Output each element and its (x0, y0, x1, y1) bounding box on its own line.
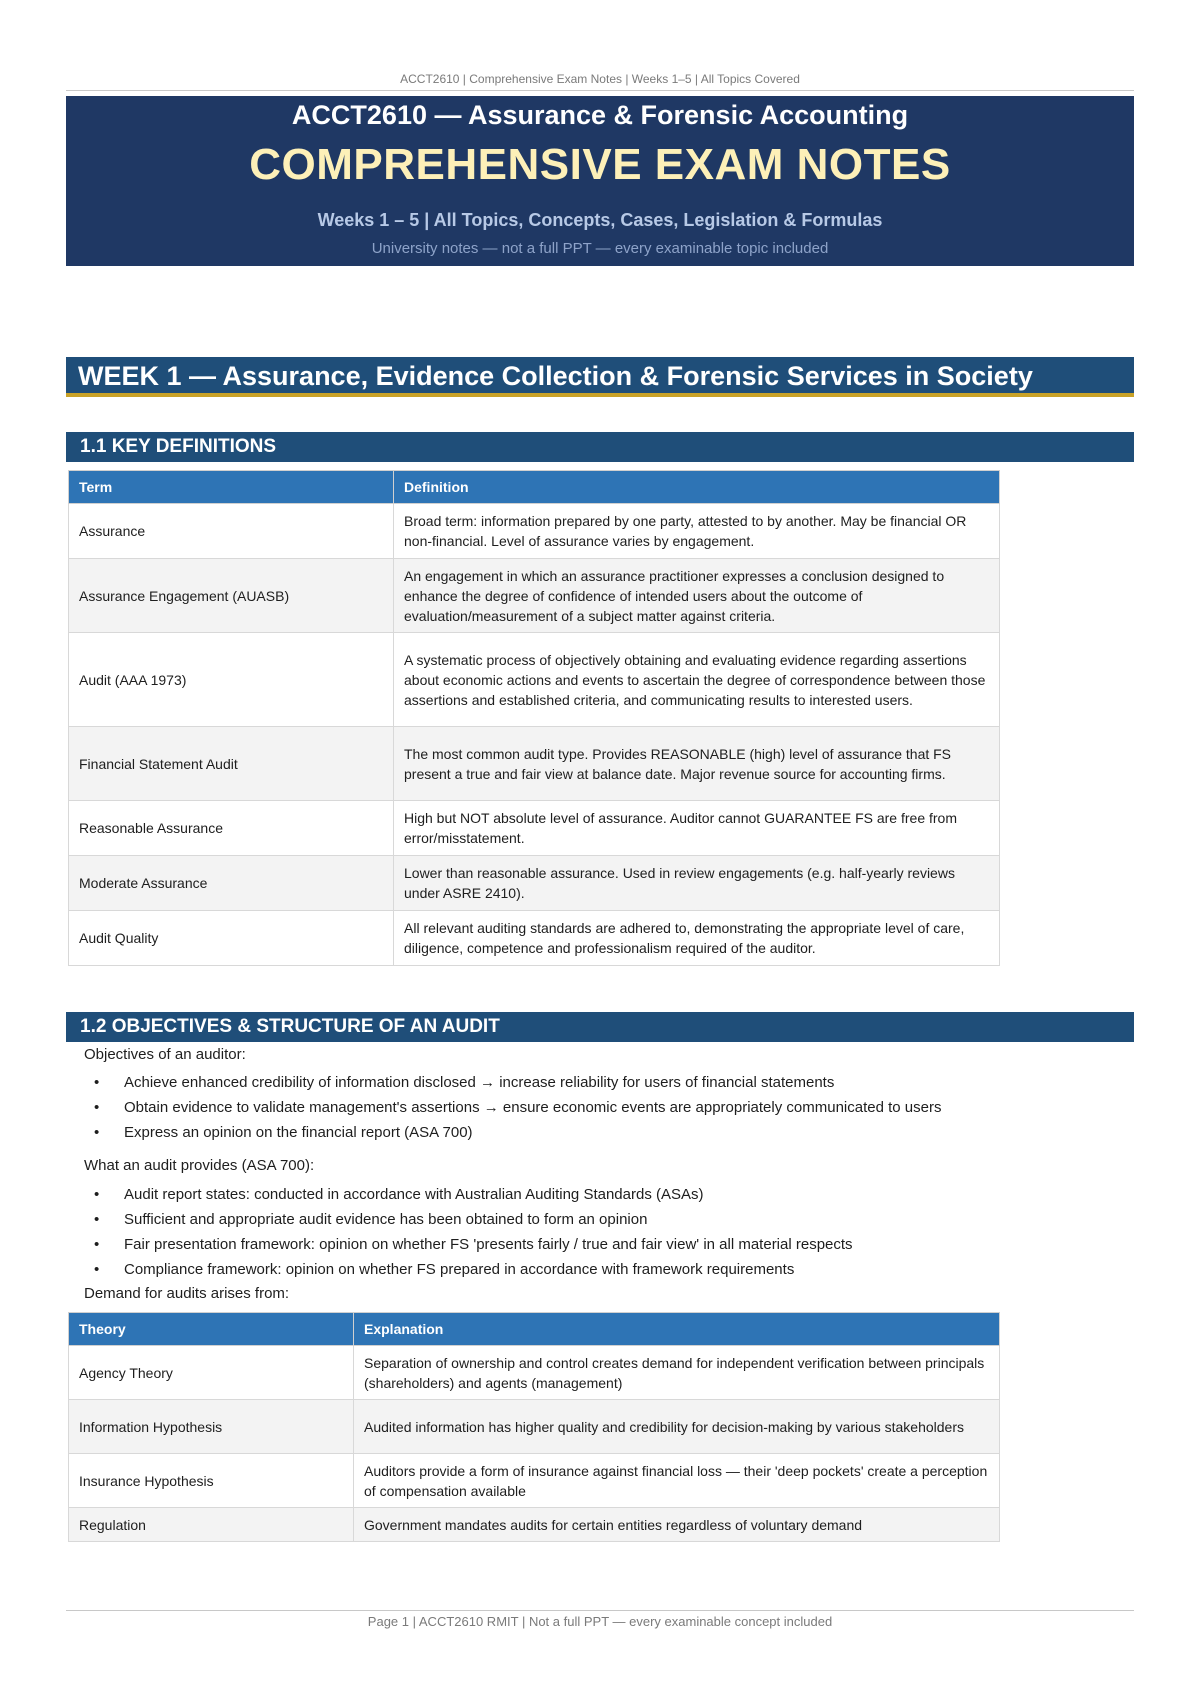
table-row (69, 559, 1000, 633)
audit-demand-table (68, 1312, 1000, 1542)
bullet-icon: • (94, 1236, 100, 1253)
definitions-table (68, 470, 1000, 966)
definition-cell: Broad term: information prepared by one party, attested to by another. May be financial OR non-financial. Level of assurance varies by engagement. (394, 504, 1000, 559)
provides-list (84, 1182, 853, 1282)
table-row (69, 1346, 1000, 1400)
table-row (69, 633, 1000, 727)
column-header: Theory (69, 1313, 354, 1346)
term-cell: Audit Quality (69, 911, 394, 966)
table-row (69, 1508, 1000, 1542)
term-cell: Audit (AAA 1973) (69, 633, 394, 727)
explanation-cell: Separation of ownership and control creates demand for independent verification between principals (shareholders) and agents (management) (354, 1346, 1000, 1400)
list-item (84, 1257, 853, 1282)
table-row (69, 801, 1000, 856)
table-header-row (69, 471, 1000, 504)
definition-cell: The most common audit type. Provides REASONABLE (high) level of assurance that FS present a true and fair view at balance date. Major revenue source for accounting firms. (394, 727, 1000, 801)
demand-intro: Demand for audits arises from: (84, 1285, 290, 1302)
running-footer: Page 1 | ACCT2610 RMIT | Not a full PPT — every examinable concept included (367, 1614, 833, 1629)
table-row (69, 504, 1000, 559)
objectives-list (84, 1070, 941, 1145)
list-item (84, 1182, 853, 1207)
document-subtitle: Weeks 1 – 5 | All Topics, Concepts, Cases, Legislation & Formulas (317, 210, 883, 230)
bullet-icon: • (94, 1074, 100, 1091)
section-heading-key-definitions: 1.1 KEY DEFINITIONS (66, 432, 1134, 462)
table-row (69, 911, 1000, 966)
running-header: ACCT2610 | Comprehensive Exam Notes | Weeks 1–5 | All Topics Covered (400, 72, 800, 86)
list-item-text: Express an opinion on the financial report (ASA 700) (124, 1124, 473, 1141)
list-item-text: Sufficient and appropriate audit evidence has been obtained to form an opinion (124, 1211, 648, 1228)
bullet-icon: • (94, 1099, 100, 1116)
document-note: University notes — not a full PPT — every examinable topic included (371, 240, 829, 257)
term-cell: Assurance (69, 504, 394, 559)
list-item-text: Compliance framework: opinion on whether FS prepared in accordance with framework requirements (124, 1261, 795, 1278)
list-item-text: Achieve enhanced credibility of information disclosed → increase reliability for users of financial statements (124, 1074, 835, 1091)
list-item-text: Obtain evidence to validate management's assertions → ensure economic events are appropriately communicated to users (124, 1099, 942, 1116)
explanation-cell: Audited information has higher quality and credibility for decision-making by various stakeholders (354, 1400, 1000, 1454)
column-header: Term (69, 471, 394, 504)
bullet-icon: • (94, 1261, 100, 1278)
footer-divider (66, 1610, 1134, 1611)
theory-cell: Regulation (69, 1508, 354, 1542)
term-cell: Financial Statement Audit (69, 727, 394, 801)
definition-cell: All relevant auditing standards are adhered to, demonstrating the appropriate level of care, diligence, competence and professionalism required of the auditor. (394, 911, 1000, 966)
list-item-text: Fair presentation framework: opinion on whether FS 'presents fairly / true and fair view' in all material respects (124, 1236, 853, 1253)
table-header-row (69, 1313, 1000, 1346)
list-item (84, 1207, 853, 1232)
section-heading-audit-objectives: 1.2 OBJECTIVES & STRUCTURE OF AN AUDIT (66, 1012, 1134, 1042)
list-item (84, 1070, 941, 1095)
definition-cell: An engagement in which an assurance practitioner expresses a conclusion designed to enhance the degree of confidence of intended users about the outcome of evaluation/measurement of a subject matter against criteria. (394, 559, 1000, 633)
bullet-icon: • (94, 1186, 100, 1203)
title-banner (66, 96, 1134, 266)
column-header: Definition (394, 471, 1000, 504)
term-cell: Assurance Engagement (AUASB) (69, 559, 394, 633)
table-row (69, 727, 1000, 801)
table-row (69, 1400, 1000, 1454)
objectives-intro: Objectives of an auditor: (84, 1046, 246, 1063)
term-cell: Reasonable Assurance (69, 801, 394, 856)
list-item (84, 1232, 853, 1257)
table-row (69, 856, 1000, 911)
theory-cell: Insurance Hypothesis (69, 1454, 354, 1508)
provides-intro: What an audit provides (ASA 700): (84, 1157, 315, 1174)
list-item-text: Audit report states: conducted in accordance with Australian Auditing Standards (ASAs) (124, 1186, 704, 1203)
theory-cell: Agency Theory (69, 1346, 354, 1400)
bullet-icon: • (94, 1124, 100, 1141)
definition-cell: High but NOT absolute level of assurance. Auditor cannot GUARANTEE FS are free from error/misstatement. (394, 801, 1000, 856)
definition-cell: A systematic process of objectively obtaining and evaluating evidence regarding assertions about economic actions and events to ascertain the degree of correspondence between those assertions and established criteria, and communicating results to interested users. (394, 633, 1000, 727)
list-item (84, 1120, 941, 1145)
explanation-cell: Auditors provide a form of insurance against financial loss — their 'deep pockets' create a perception of compensation available (354, 1454, 1000, 1508)
course-subject: ACCT2610 — Assurance & Forensic Accounting (291, 100, 909, 130)
table-row (69, 1454, 1000, 1508)
explanation-cell: Government mandates audits for certain entities regardless of voluntary demand (354, 1508, 1000, 1542)
term-cell: Moderate Assurance (69, 856, 394, 911)
header-divider (66, 90, 1134, 91)
week-heading: WEEK 1 — Assurance, Evidence Collection & Forensic Services in Society (66, 357, 1134, 397)
list-item (84, 1095, 941, 1120)
theory-cell: Information Hypothesis (69, 1400, 354, 1454)
column-header: Explanation (354, 1313, 1000, 1346)
definition-cell: Lower than reasonable assurance. Used in review engagements (e.g. half-yearly reviews under ASRE 2410). (394, 856, 1000, 911)
document-title: COMPREHENSIVE EXAM NOTES (249, 140, 951, 189)
bullet-icon: • (94, 1211, 100, 1228)
